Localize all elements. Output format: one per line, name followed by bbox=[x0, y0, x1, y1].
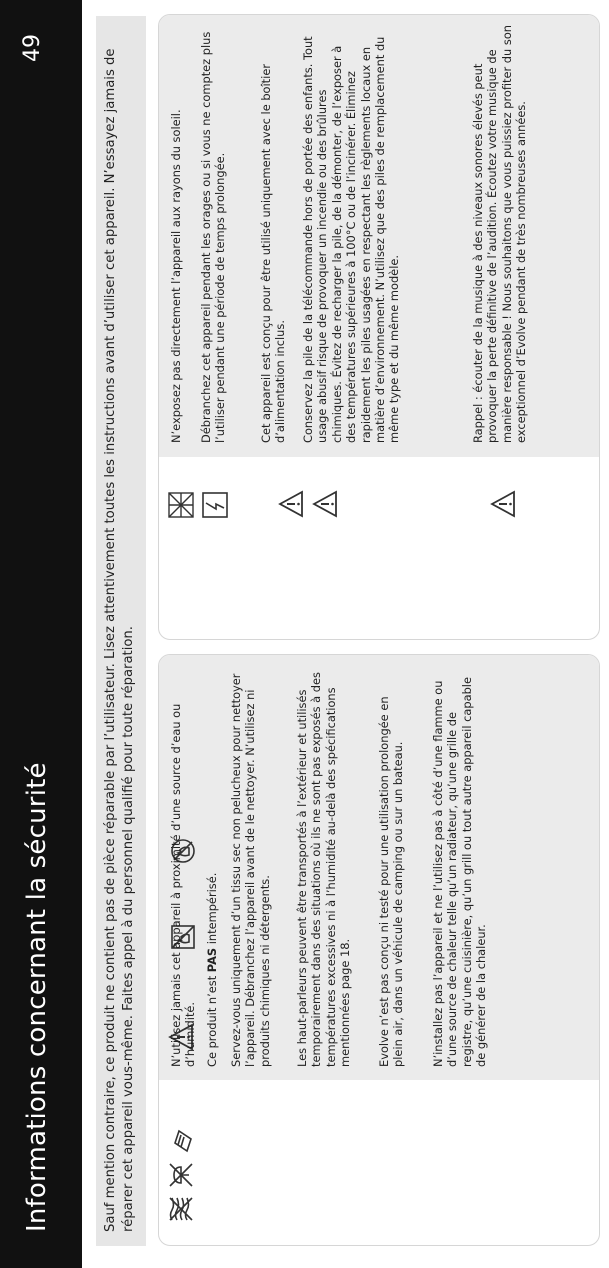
warning-icon bbox=[277, 490, 305, 518]
right-safety-panel bbox=[158, 14, 600, 640]
page-title: Informations concernant la sécurité bbox=[22, 762, 52, 1232]
lightning-icon bbox=[201, 491, 229, 519]
right-para-3: Cet appareil est conçu pour être utilisé uniquement avec le boîtier d’alimentation inclus. bbox=[259, 63, 288, 443]
pas-bold: PAS bbox=[205, 947, 219, 973]
left-para-6: N’installez pas l’appareil et ne l’utilisez pas à côté d’une flamme ou d’une source de chaleur telle qu’un radiateur, qu’une grille de registre, qu’une cuisinière, qu’un grill ou tout autre appareil capable de générer de la chaleur. bbox=[431, 677, 489, 1067]
right-para-1: N’exposez pas directement l’appareil aux rayons du soleil. bbox=[169, 109, 183, 443]
page-header bbox=[0, 0, 82, 1268]
sun-icon bbox=[167, 491, 195, 519]
left-para-3: Servez-vous uniquement d’un tissu sec non pelucheux pour nettoyer l’appareil. Débranchez l’appareil avant de le nettoyer. N’utilisez ni produits chimiques ni détergents. bbox=[229, 673, 272, 1067]
no-rain-icon bbox=[167, 1161, 195, 1189]
right-para-4: Conservez la pile de la télécommande hors de portée des enfants. Tout usage abusif risque de provoquer un incendie ou des brûlures chimiques. Évitez de recharger la pile, de la démonter, de l’exposer à des températures supérieures à 100°C ou de l’incinérer. Éliminez rapidement les piles usagées en respectant les règlements locaux en matière d’environnement. N’utilisez que des piles de remplacement du même type et du même modèle. bbox=[301, 36, 402, 443]
warning-icon bbox=[311, 490, 339, 518]
cleaning-cloth-icon bbox=[167, 1127, 195, 1155]
water-icon bbox=[167, 1195, 195, 1223]
warning-icon bbox=[489, 490, 517, 518]
intro-text: Sauf mention contraire, ce produit ne contient pas de pièce réparable par l’utilisateur. Lisez attentivement toutes les instructions avant d’utiliser cet appareil. N’essayez jamais de réparer cet appareil vous-même. Faites appel à du personnel qualifié pour toute réparation. bbox=[103, 48, 136, 1232]
left-para-5: Evolve n’est pas conçu ni testé pour une utilisation prolongée en plein air, dans un véhicule de camping ou sur un bateau. bbox=[377, 696, 406, 1067]
left-safety-panel bbox=[158, 654, 600, 1246]
left-para-4: Les haut-parleurs peuvent être transportés à l’extérieur et utilisés temporairement dans des situations où ils ne sont pas exposés à des températures excessives ni à l’humidité au-delà des spécifications mentionnées page 18. bbox=[295, 672, 353, 1067]
intro-box bbox=[96, 16, 146, 1246]
page-number: 49 bbox=[20, 34, 45, 62]
left-para-1: N’utilisez jamais cet appareil à proximité d’une source d’eau ou d’humidité. bbox=[169, 703, 198, 1067]
left-para-2: Ce produit n’est PAS intempérisé. bbox=[205, 872, 219, 1067]
right-para-5: Rappel : écouter de la musique à des niveaux sonores élevés peut provoquer la perte définitive de l’audition. Écoutez votre musique de manière responsable ! Nous souhaitons que vous puissiez profiter du son exceptionnel d’Evolve pendant de très nombreuses années. bbox=[471, 24, 529, 443]
right-para-2: Débranchez cet appareil pendant les orages ou si vous ne comptez plus l’utiliser pendant une période de temps prolongée. bbox=[199, 31, 228, 443]
